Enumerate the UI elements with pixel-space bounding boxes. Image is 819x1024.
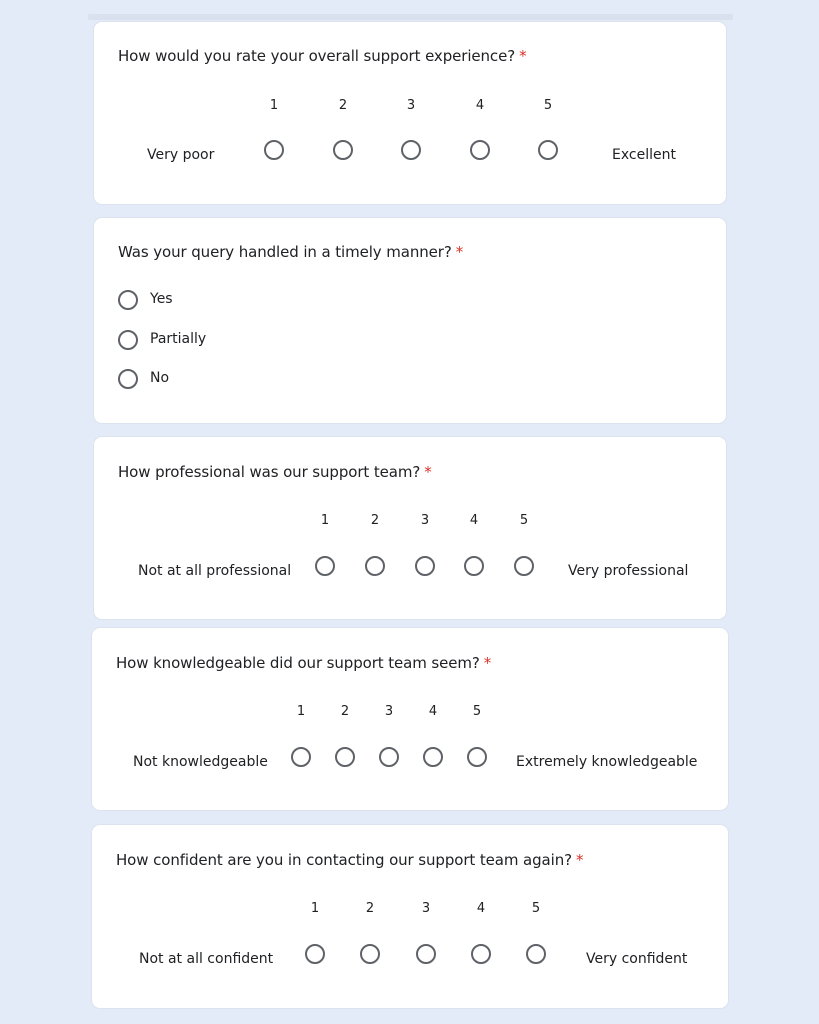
option-label-partially[interactable]: Partially	[150, 331, 207, 347]
radio-option-3[interactable]	[415, 556, 435, 576]
scale-number-4: 4	[428, 704, 438, 719]
option-label-yes[interactable]: Yes	[150, 291, 173, 307]
scale-max-label: Very professional	[568, 563, 689, 579]
scale-number-3: 3	[406, 98, 416, 113]
question-title: How professional was our support team? *	[118, 463, 432, 481]
radio-option-2[interactable]	[335, 747, 355, 767]
scale-min-label: Very poor	[147, 147, 215, 163]
radio-option-2[interactable]	[365, 556, 385, 576]
scale-number-1: 1	[310, 901, 320, 916]
scale-number-4: 4	[475, 98, 485, 113]
question-title: Was your query handled in a timely manner? *	[118, 243, 464, 261]
scale-max-label: Extremely knowledgeable	[516, 754, 698, 770]
radio-option-4[interactable]	[470, 140, 490, 160]
form-header-edge	[88, 14, 733, 20]
required-asterisk: *	[575, 851, 584, 869]
radio-option-5[interactable]	[538, 140, 558, 160]
radio-option-5[interactable]	[514, 556, 534, 576]
question-card-professional	[94, 437, 726, 619]
scale-number-1: 1	[269, 98, 279, 113]
radio-option-1[interactable]	[305, 944, 325, 964]
required-asterisk: *	[455, 243, 464, 261]
scale-max-label: Very confident	[586, 951, 688, 967]
scale-number-2: 2	[365, 901, 375, 916]
scale-number-4: 4	[476, 901, 486, 916]
scale-number-2: 2	[370, 513, 380, 528]
required-asterisk: *	[483, 654, 492, 672]
option-label-no[interactable]: No	[150, 370, 170, 386]
scale-number-5: 5	[543, 98, 553, 113]
radio-option-2[interactable]	[333, 140, 353, 160]
radio-option-5[interactable]	[467, 747, 487, 767]
radio-option-2[interactable]	[360, 944, 380, 964]
scale-min-label: Not at all confident	[139, 951, 274, 967]
question-card-timely-manner	[94, 218, 726, 423]
required-asterisk: *	[519, 47, 527, 65]
radio-option-no[interactable]	[118, 369, 138, 389]
scale-max-label: Excellent	[612, 147, 676, 163]
scale-number-5: 5	[531, 901, 541, 916]
scale-number-5: 5	[519, 513, 529, 528]
scale-number-3: 3	[421, 901, 431, 916]
radio-option-partially[interactable]	[118, 330, 138, 350]
required-asterisk: *	[424, 463, 432, 481]
radio-option-1[interactable]	[315, 556, 335, 576]
question-card-confident	[92, 825, 728, 1008]
question-card-knowledgeable	[92, 628, 728, 810]
question-title: How would you rate your overall support experience? *	[118, 47, 527, 65]
radio-option-1[interactable]	[291, 747, 311, 767]
question-title: How knowledgeable did our support team seem? *	[116, 654, 492, 672]
radio-option-3[interactable]	[401, 140, 421, 160]
radio-option-3[interactable]	[379, 747, 399, 767]
scale-number-5: 5	[472, 704, 482, 719]
scale-number-1: 1	[320, 513, 330, 528]
radio-option-1[interactable]	[264, 140, 284, 160]
scale-min-label: Not at all professional	[138, 563, 292, 579]
scale-number-2: 2	[338, 98, 348, 113]
radio-option-4[interactable]	[464, 556, 484, 576]
scale-number-4: 4	[469, 513, 479, 528]
question-title: How confident are you in contacting our support team again? *	[116, 851, 584, 869]
scale-number-3: 3	[384, 704, 394, 719]
question-card-overall-experience	[94, 22, 726, 204]
radio-option-4[interactable]	[471, 944, 491, 964]
radio-option-yes[interactable]	[118, 290, 138, 310]
scale-number-2: 2	[340, 704, 350, 719]
scale-number-3: 3	[420, 513, 430, 528]
radio-option-3[interactable]	[416, 944, 436, 964]
scale-number-1: 1	[296, 704, 306, 719]
scale-min-label: Not knowledgeable	[133, 754, 268, 770]
radio-option-4[interactable]	[423, 747, 443, 767]
radio-option-5[interactable]	[526, 944, 546, 964]
